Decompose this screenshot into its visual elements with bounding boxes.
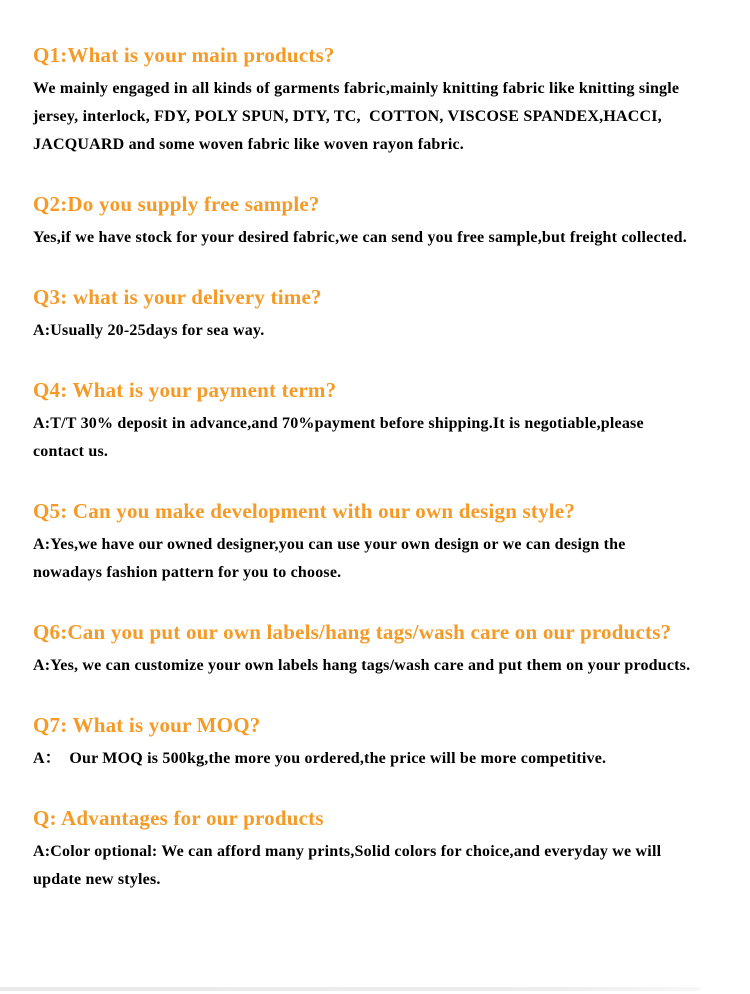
faq-question: Q3: what is your delivery time? [33,285,322,309]
faq-answer: A： Our MOQ is 500kg,the more you ordered,the price will be more competitive. [33,750,607,767]
faq-item-q2 [33,189,694,252]
faq-question: Q5: Can you make development with our own design style? [33,499,576,523]
faq-question: Q2:Do you supply free sample? [33,192,320,216]
faq-item-q1 [33,40,694,159]
faq-answer: We mainly engaged in all kinds of garments fabric,mainly knitting fabric like knitting single jersey, interlock, FDY, POLY SPUN, DTY, TC, COTTON, VISCOSE SPANDEX,HACCI, JACQUARD and some woven fabric like woven rayon fabric. [33,80,684,153]
faq-answer: A:Color optional: We can afford many prints,Solid colors for choice,and everyday we will update new styles. [33,843,666,888]
faq-question: Q1:What is your main products? [33,43,335,67]
faq-item-q5 [33,496,694,587]
faq-answer: A:Yes, we can customize your own labels hang tags/wash care and put them on your products. [33,657,691,674]
faq-answer: A:Usually 20-25days for sea way. [33,322,265,339]
faq-question: Q6:Can you put our own labels/hang tags/wash care on our products? [33,620,672,644]
faq-item-q6 [33,617,694,680]
faq-question: Q7: What is your MOQ? [33,713,261,737]
faq-question: Q4: What is your payment term? [33,378,337,402]
faq-item-q4 [33,375,694,466]
bottom-divider [0,987,700,991]
faq-answer: A:Yes,we have our owned designer,you can use your own design or we can design the nowadays fashion pattern for you to choose. [33,536,630,581]
faq-item-advantages [33,803,694,894]
faq-item-q3 [33,282,694,345]
faq-question: Q: Advantages for our products [33,806,324,830]
faq-item-q7 [33,710,694,773]
faq-answer: A:T/T 30% deposit in advance,and 70%payment before shipping.It is negotiable,please contact us. [33,415,648,460]
faq-answer: Yes,if we have stock for your desired fabric,we can send you free sample,but freight collected. [33,229,687,246]
